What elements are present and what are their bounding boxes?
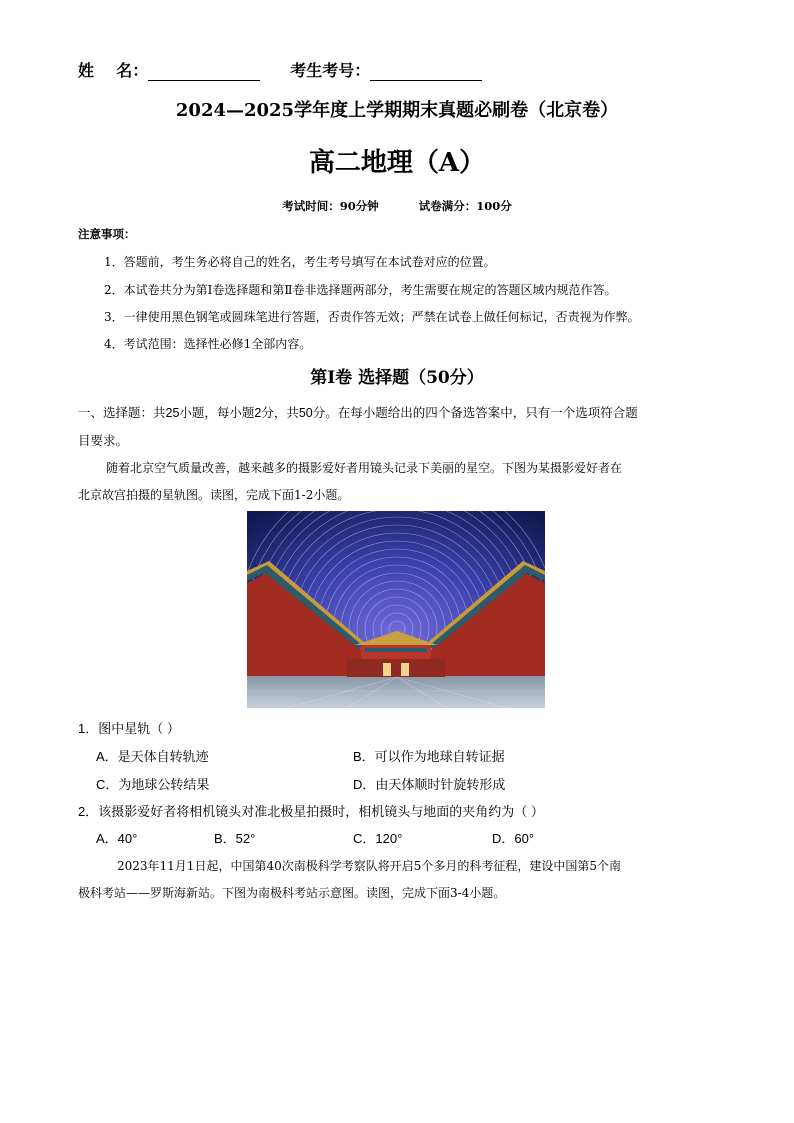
passage-line: 极科考站——罗斯海新站。下图为南极科考站示意图。读图，完成下面3-4小题。 [78, 886, 506, 900]
notes-title: 注意事项： [78, 227, 136, 241]
question-option[interactable]: B．52° [214, 831, 256, 846]
student-id-field[interactable] [370, 62, 482, 81]
question-option[interactable]: C．120° [353, 831, 403, 846]
passage-line: 北京故宫拍摄的星轨图。读图，完成下面1-2小题。 [78, 488, 350, 502]
question-option[interactable]: A．40° [96, 831, 138, 846]
star-trail-photo [247, 511, 545, 708]
note-item: 3．一律使用黑色钢笔或圆珠笔进行答题，否责作答无效；严禁在试卷上做任何标记，否责视为作弊。 [104, 310, 640, 324]
subject-title: 高二地理（A） [308, 148, 486, 178]
name-label: 姓 名： [78, 61, 149, 80]
question-option[interactable]: D．由天体顺时针旋转形成 [353, 777, 506, 792]
note-item: 1．答题前，考生务必将自己的姓名，考生考号填写在本试卷对应的位置。 [104, 255, 496, 269]
question-option[interactable]: B．可以作为地球自转证据 [353, 749, 505, 764]
section-intro-line: 一、选择题：共25小题，每小题2分，共50分。在每小题给出的四个备选答案中，只有一个选项符合题 [78, 406, 638, 420]
question-option[interactable]: D．60° [492, 831, 535, 846]
exam-title: 2024—2025学年度上学期期末真题必刷卷（北京卷） [175, 100, 619, 121]
section-intro-line: 目要求。 [78, 434, 129, 448]
student-id-label: 考生考号： [290, 61, 371, 80]
question-option[interactable]: A．是天体自转轨迹 [96, 749, 209, 764]
question-stem: 2．该摄影爱好者将相机镜头对准北极星拍摄时，相机镜头与地面的夹角约为（ ） [78, 804, 544, 819]
note-item: 2．本试卷共分为第Ⅰ卷选择题和第Ⅱ卷非选择题两部分，考生需要在规定的答题区域内规范作答。 [104, 283, 617, 297]
student-info-row [78, 58, 482, 81]
exam-info [0, 198, 794, 214]
exam-score: 试卷满分：100分 [418, 199, 512, 213]
question-stem: 1．图中星轨（ ） [78, 721, 180, 736]
passage-line: 2023年11月1日起，中国第40次南极科学考察队将开启5个多月的科考征程，建设中国第5个南 [117, 859, 621, 873]
section-title: 第Ⅰ卷 选择题（50分） [310, 368, 484, 388]
passage-line: 随着北京空气质量改善，越来越多的摄影爱好者用镜头记录下美丽的星空。下图为某摄影爱好者在 [106, 461, 623, 475]
exam-time: 考试时间：90分钟 [282, 199, 379, 213]
question-option[interactable]: C．为地球公转结果 [96, 777, 210, 792]
note-item: 4．考试范围：选择性必修1全部内容。 [104, 337, 312, 351]
star-trail-illustration [247, 511, 545, 708]
name-field[interactable] [148, 62, 260, 81]
